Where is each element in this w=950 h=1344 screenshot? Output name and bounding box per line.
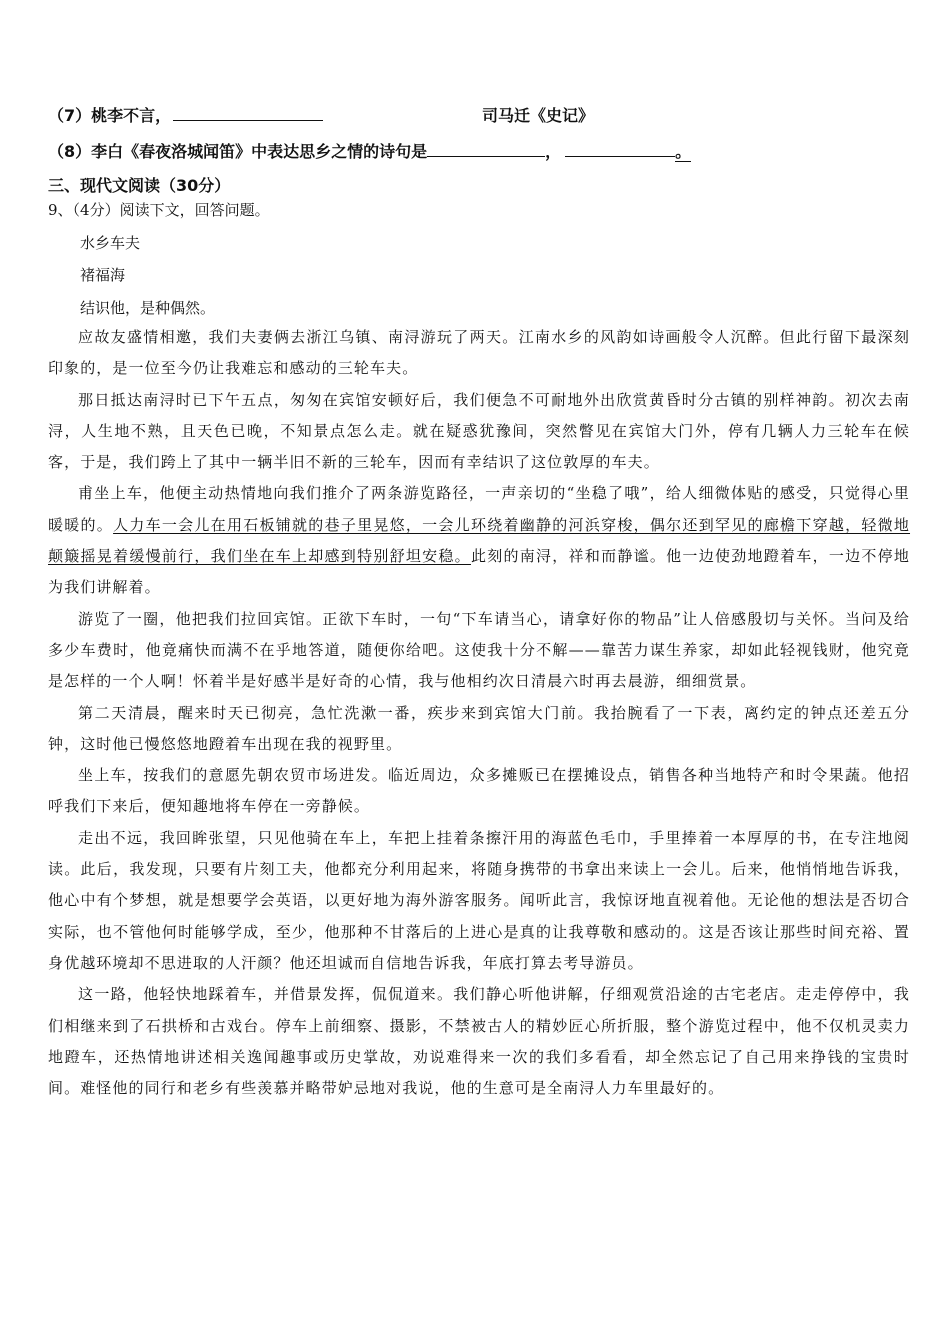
question-8-separator: ， xyxy=(545,142,562,161)
article-title: 水乡车夫 xyxy=(80,234,141,252)
paragraph-1: 应故友盛情相邀，我们夫妻俩去浙江乌镇、南浔游玩了两天。江南水乡的风韵如诗画般令人沉醉。但此行留下最深刻印象的，是一位至今仍让我难忘和感动的三轮车夫。 xyxy=(48,328,910,378)
paragraph-4: 游览了一圈，他把我们拉回宾馆。正欲下车时，一句“下车请当心，请拿好你的物品”让人倍感殷切与关怀。当问及给多少车费时，他竟痛快而满不在乎地答道，随便你给吧。这使我十分不解——靠苦力谋生养家，却如此轻视钱财，他究竟是怎样的一个人啊！怀着半是好感半是好奇的心情，我与他相约次日清晨六时再去晨游，细细赏景。 xyxy=(48,609,910,691)
section-heading: 三、现代文阅读（30分） xyxy=(48,176,231,195)
paragraph-3-lead: 甫坐上车，他便主动热情地向我们推介了两条游览路径，一声亲切的“坐稳了哦”，给人细微体贴的感受，只觉得心里暖暖的。 xyxy=(48,484,910,534)
article-author: 褚福海 xyxy=(80,266,126,284)
question-7 xyxy=(48,103,595,126)
question-8-answer-blank-1[interactable] xyxy=(427,140,545,157)
question-8-answer-blank-2[interactable] xyxy=(565,140,675,157)
question-8 xyxy=(48,139,691,162)
question-8-end-mark: 。 xyxy=(675,142,692,161)
article-first-line: 结识他，是种偶然。 xyxy=(80,299,216,317)
question-9-intro: 9、（4分）阅读下文，回答问题。 xyxy=(48,201,270,219)
question-7-prompt: （7）桃李不言， xyxy=(48,106,172,125)
paragraph-3-tail: 此刻的南浔，祥和而静谧。他一边使劲地蹬着车，一边不停地为我们讲解着。 xyxy=(48,547,910,597)
paragraph-8: 这一路，他轻快地踩着车，并借景发挥，侃侃道来。我们静心听他讲解，仔细观赏沿途的古宅老店。走走停停中，我们相继来到了石拱桥和古戏台。停车上前细察、摄影，不禁被古人的精妙匠心所折服，整个游览过程中，他不仅机灵卖力地蹬车，还热情地讲述相关逸闻趣事或历史掌故，劝说难得来一次的我们多看看，却全然忘记了自己用来挣钱的宝贵时间。难怪他的同行和老乡有些羡慕并略带妒忌地对我说，他的生意可是全南浔人力车里最好的。 xyxy=(48,985,910,1098)
question-7-answer-blank[interactable] xyxy=(173,104,323,121)
paragraph-6: 坐上车，按我们的意愿先朝农贸市场进发。临近周边，众多摊贩已在摆摊设点，销售各种当地特产和时令果蔬。他招呼我们下来后，便知趣地将车停在一旁静候。 xyxy=(48,766,910,816)
question-8-prompt: （8）李白《春夜洛城闻笛》中表达思乡之情的诗句是 xyxy=(48,142,428,161)
paragraph-3 xyxy=(48,478,910,603)
question-7-source: 司马迁《史记》 xyxy=(482,106,595,125)
underlined-sentence: 人力车一会儿在用石板铺就的巷子里晃悠，一会儿环绕着幽静的河浜穿梭，偶尔还到罕见的廊檐下穿越，轻微地颠簸摇晃着缓慢前行，我们坐在车上却感到特别舒坦安稳。 xyxy=(48,515,911,566)
paragraph-7: 走出不远，我回眸张望，只见他骑在车上，车把上挂着条擦汗用的海蓝色毛巾，手里捧着一本厚厚的书，在专注地阅读。此后，我发现，只要有片刻工夫，他都充分利用起来，将随身携带的书拿出来读上一会儿。后来，他悄悄地告诉我，他心中有个梦想，就是想要学会英语，以更好地为海外游客服务。闻听此言，我惊讶地直视着他。无论他的想法是否切合实际，也不管他何时能够学成，至少，他那种不甘落后的上进心是真的让我尊敬和感动的。这是否该让那些时间充裕、置身优越环境却不思进取的人汗颜？他还坦诚而自信地告诉我，年底打算去考导游员。 xyxy=(48,828,910,972)
paragraph-2: 那日抵达南浔时已下午五点，匆匆在宾馆安顿好后，我们便急不可耐地外出欣赏黄昏时分古镇的别样神韵。初次去南浔，人生地不熟，且天色已晚，不知景点怎么走。就在疑惑犹豫间，突然瞥见在宾馆大门外，停有几辆人力三轮车在候客，于是，我们跨上了其中一辆半旧不新的三轮车，因而有幸结识了这位敦厚的车夫。 xyxy=(48,390,910,472)
article-body xyxy=(48,322,910,1104)
paragraph-5: 第二天清晨，醒来时天已彻亮，急忙洗漱一番，疾步来到宾馆大门前。我抬腕看了一下表，离约定的钟点还差五分钟，这时他已慢悠悠地蹬着车出现在我的视野里。 xyxy=(48,703,910,753)
